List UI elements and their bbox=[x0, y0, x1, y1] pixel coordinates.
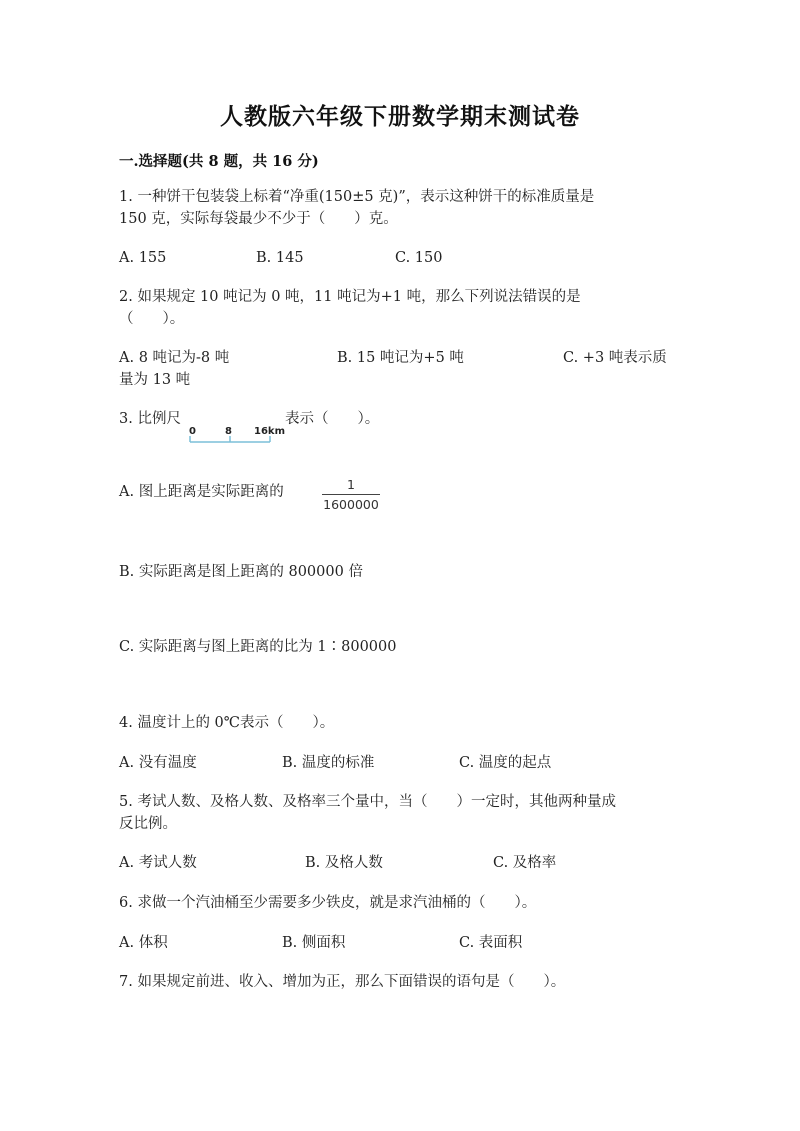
q3-option-b: B. 实际距离是图上距离的 800000 倍 bbox=[119, 564, 363, 580]
q6-option-a: A. 体积 bbox=[119, 935, 168, 951]
q5-option-c: C. 及格率 bbox=[493, 855, 557, 871]
q2-option-a: A. 8 吨记为-8 吨 bbox=[119, 350, 230, 366]
q3-option-a-fraction bbox=[322, 477, 380, 513]
fraction-bar bbox=[322, 494, 380, 495]
question-5-line-1: 5. 考试人数、及格人数、及格率三个量中，当（ ）一定时，其他两种量成 bbox=[119, 794, 616, 810]
q5-option-a: A. 考试人数 bbox=[119, 855, 197, 871]
question-1-line-1: 1. 一种饼干包装袋上标着“净重(150±5 克)”，表示这种饼干的标准质量是 bbox=[119, 189, 595, 205]
fraction-numerator: 1 bbox=[347, 477, 355, 492]
question-3-prefix: 3. 比例尺 bbox=[119, 411, 181, 427]
q4-option-c: C. 温度的起点 bbox=[459, 755, 552, 771]
q6-option-b: B. 侧面积 bbox=[282, 935, 346, 951]
scale-bar-figure bbox=[188, 424, 288, 448]
q1-option-c: C. 150 bbox=[395, 250, 443, 266]
q4-option-b: B. 温度的标准 bbox=[282, 755, 375, 771]
scale-label-0: 0 bbox=[189, 426, 196, 437]
q2-option-c: C. +3 吨表示质 bbox=[563, 350, 667, 366]
question-3-suffix: 表示（ ）。 bbox=[285, 411, 380, 427]
page-title: 人教版六年级下册数学期末测试卷 bbox=[220, 103, 580, 130]
q1-option-a: A. 155 bbox=[119, 250, 167, 266]
section-title: 一.选择题(共 8 题，共 16 分) bbox=[119, 153, 319, 170]
scale-label-8: 8 bbox=[225, 426, 232, 437]
question-5-line-2: 反比例。 bbox=[119, 816, 177, 832]
q3-option-c: C. 实际距离与图上距离的比为 1∶800000 bbox=[119, 639, 397, 655]
q2-option-c-continued: 量为 13 吨 bbox=[119, 372, 191, 388]
question-2-line-2: （ ）。 bbox=[119, 311, 185, 327]
question-7-line-1: 7. 如果规定前进、收入、增加为正，那么下面错误的语句是（ ）。 bbox=[119, 974, 566, 990]
q4-option-a: A. 没有温度 bbox=[119, 755, 197, 771]
question-4-line-1: 4. 温度计上的 0℃表示（ ）。 bbox=[119, 715, 335, 731]
fraction-denominator: 1600000 bbox=[323, 497, 379, 512]
q6-option-c: C. 表面积 bbox=[459, 935, 523, 951]
q2-option-b: B. 15 吨记为+5 吨 bbox=[337, 350, 464, 366]
question-2-line-1: 2. 如果规定 10 吨记为 0 吨，11 吨记为+1 吨，那么下列说法错误的是 bbox=[119, 289, 581, 305]
q3-option-a: A. 图上距离是实际距离的 bbox=[119, 484, 284, 500]
question-1-line-2: 150 克，实际每袋最少不少于（ ）克。 bbox=[119, 211, 398, 227]
question-6-line-1: 6. 求做一个汽油桶至少需要多少铁皮，就是求汽油桶的（ ）。 bbox=[119, 895, 537, 911]
q5-option-b: B. 及格人数 bbox=[305, 855, 383, 871]
scale-label-16km: 16km bbox=[254, 426, 285, 437]
q1-option-b: B. 145 bbox=[256, 250, 304, 266]
